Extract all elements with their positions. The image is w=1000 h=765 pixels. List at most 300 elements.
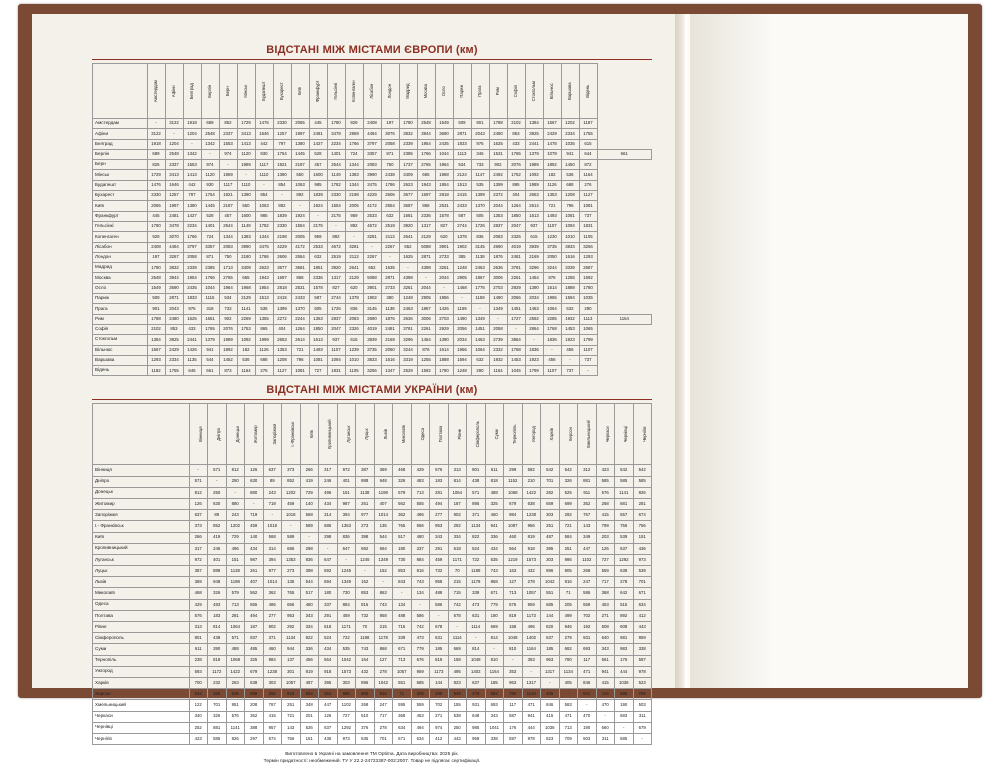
europe-row-header: Гельсінкі (93, 221, 148, 231)
europe-distance-cell: 2641 (399, 232, 417, 242)
europe-distance-cell: 457 (219, 211, 237, 221)
ukraine-distance-cell: 647 (337, 543, 356, 554)
europe-distance-cell: 1293 (147, 355, 165, 365)
europe-distance-cell: 2765 (417, 160, 435, 170)
europe-distance-cell: - (165, 129, 183, 139)
ukraine-distance-cell: 559 (578, 599, 597, 610)
europe-distance-cell: 1164 (579, 170, 597, 180)
page-left (32, 14, 688, 765)
ukraine-distance-cell: 634 (411, 733, 430, 744)
ukraine-distance-cell: 576 (430, 465, 449, 476)
ukraine-distance-cell: 407 (245, 577, 264, 588)
europe-distance-cell: 2606 (273, 252, 291, 262)
europe-distance-cell: 688 (561, 180, 579, 190)
europe-distance-cell: 892 (327, 232, 345, 242)
europe-distance-cell: 2871 (417, 252, 435, 262)
ukraine-distance-cell: 1202 (226, 521, 245, 532)
ukraine-distance-cell: 1245 (337, 566, 356, 577)
ukraine-distance-cell: 634 (393, 722, 412, 733)
ukraine-distance-cell: 250 (226, 476, 245, 487)
europe-distance-cell: 1867 (417, 304, 435, 314)
europe-distance-cell: 976 (183, 304, 201, 314)
europe-distance-cell: 3267 (165, 252, 183, 262)
ukraine-distance-cell: 678 (430, 622, 449, 633)
ukraine-row-header: Сімферополь (93, 633, 190, 644)
europe-distance-cell: 2336 (309, 273, 327, 283)
ukraine-distance-cell: 473 (411, 633, 430, 644)
europe-distance-cell: 985 (255, 211, 273, 221)
ukraine-distance-cell: 743 (374, 599, 393, 610)
europe-distance-cell: 505 (309, 304, 327, 314)
europe-distance-cell: 2047 (327, 324, 345, 334)
europe-distance-cell: 1239 (345, 345, 363, 355)
europe-distance-cell: 2083 (489, 232, 507, 242)
europe-col-header-label: Лісабон (368, 83, 374, 99)
europe-distance-cell: 2606 (381, 191, 399, 201)
europe-distance-cell: 2285 (543, 314, 561, 324)
ukraine-distance-cell: 814 (448, 476, 467, 487)
europe-distance-cell: 197 (147, 252, 165, 262)
ukraine-distance-cell: 648 (467, 711, 486, 722)
ukraine-distance-cell: 278 (615, 577, 634, 588)
europe-distance-cell: 1892 (543, 160, 561, 170)
table-row (93, 476, 652, 487)
ukraine-distance-cell: 277 (263, 610, 282, 621)
europe-distance-cell: 2864 (525, 324, 543, 334)
ukraine-distance-cell: 957 (263, 722, 282, 733)
ukraine-distance-cell: 780 (559, 655, 578, 666)
ukraine-distance-cell: 931 (578, 633, 597, 644)
ukraine-distance-cell: 470 (578, 711, 597, 722)
ukraine-row-header: Донецьк (93, 487, 190, 498)
ukraine-distance-cell: 480 (411, 532, 430, 543)
europe-distance-cell: 1876 (381, 314, 399, 324)
europe-distance-cell: 2385 (399, 149, 417, 159)
table-row (93, 119, 652, 129)
ukraine-table-body (93, 465, 652, 745)
ukraine-distance-cell: 281 (226, 610, 245, 621)
ukraine-distance-cell: 301 (282, 666, 301, 677)
europe-distance-cell: 1463 (471, 335, 489, 345)
europe-distance-cell: 1954 (417, 139, 435, 149)
europe-distance-cell: 1754 (201, 191, 219, 201)
ukraine-distance-cell: 434 (319, 498, 338, 509)
ukraine-distance-cell: 852 (282, 476, 301, 487)
europe-distance-cell: 892 (345, 221, 363, 231)
europe-distance-cell: 1135 (183, 355, 201, 365)
ukraine-distance-cell: 972 (189, 554, 208, 565)
ukraine-distance-cell: 694 (374, 543, 393, 554)
table-row (93, 232, 652, 242)
ukraine-distance-cell: 630 (245, 476, 264, 487)
ukraine-distance-cell: 190 (578, 722, 597, 733)
europe-distance-cell: 1248 (453, 263, 471, 273)
ukraine-distance-cell: 1172 (208, 666, 227, 677)
europe-distance-cell: 632 (471, 355, 489, 365)
europe-distance-cell: 2408 (363, 119, 381, 129)
ukraine-distance-cell: 485 (245, 644, 264, 655)
ukraine-distance-cell: 868 (374, 644, 393, 655)
europe-distance-cell: 2533 (363, 211, 381, 221)
europe-distance-cell: 1187 (579, 119, 597, 129)
europe-distance-cell: 1567 (543, 119, 561, 129)
ukraine-distance-cell: - (393, 588, 412, 599)
europe-distance-cell: 1390 (273, 170, 291, 180)
europe-distance-cell: 1454 (525, 273, 543, 283)
ukraine-distance-cell: 972 (337, 465, 356, 476)
europe-distance-cell: 1729 (147, 170, 165, 180)
europe-distance-cell: 3478 (165, 221, 183, 231)
table-row (93, 273, 652, 283)
ukraine-distance-cell: 140 (300, 498, 319, 509)
ukraine-distance-cell: 89 (208, 510, 227, 521)
ukraine-distance-cell: 618 (319, 622, 338, 633)
europe-distance-cell: 1867 (471, 273, 489, 283)
ukraine-col-header (226, 404, 245, 465)
table-row (93, 543, 652, 554)
ukraine-distance-cell: 251 (319, 689, 338, 700)
ukraine-distance-cell: 637 (615, 543, 634, 554)
europe-distance-cell: 1964 (435, 160, 453, 170)
europe-distance-cell: 1625 (183, 314, 201, 324)
ukraine-col-header-label: Кропивницький (326, 419, 332, 450)
europe-distance-cell: 1159 (453, 304, 471, 314)
europe-distance-cell: 1918 (147, 139, 165, 149)
ukraine-distance-cell: 1422 (226, 666, 245, 677)
ukraine-distance-cell: 503 (578, 733, 597, 744)
ukraine-distance-cell: 579 (393, 487, 412, 498)
ukraine-distance-cell: 911 (578, 487, 597, 498)
europe-distance-cell: 3735 (363, 345, 381, 355)
ukraine-distance-cell: 1173 (522, 610, 541, 621)
europe-distance-cell: 3925 (165, 335, 183, 345)
europe-distance-cell: 1380 (291, 139, 309, 149)
europe-distance-cell: 1255 (417, 355, 435, 365)
ukraine-distance-cell: 459 (245, 521, 264, 532)
europe-distance-cell: 1613 (525, 211, 543, 221)
europe-distance-cell: 2463 (471, 263, 489, 273)
europe-distance-cell: 2336 (417, 211, 435, 221)
table-row (93, 700, 652, 711)
europe-distance-cell: 1697 (273, 273, 291, 283)
europe-distance-cell: 1554 (291, 221, 309, 231)
europe-distance-cell: 3409 (399, 170, 417, 180)
europe-distance-cell: 1370 (291, 304, 309, 314)
ukraine-distance-cell: 585 (596, 476, 615, 487)
europe-distance-cell: 1347 (381, 366, 399, 376)
ukraine-col-header-label: Луганськ (345, 425, 351, 443)
europe-distance-cell: 1924 (309, 201, 327, 211)
ukraine-distance-cell: 853 (393, 566, 412, 577)
europe-distance-cell: 2083 (363, 160, 381, 170)
ukraine-distance-cell: 1134 (522, 689, 541, 700)
ukraine-col-header-label: Чернігів (641, 426, 647, 443)
ukraine-distance-cell: 298 (300, 543, 319, 554)
table-row (93, 366, 652, 376)
europe-distance-cell: 724 (201, 232, 219, 242)
ukraine-distance-cell: 701 (208, 700, 227, 711)
ukraine-distance-cell: 144 (430, 677, 449, 688)
europe-distance-cell: 1681 (399, 211, 417, 221)
ukraine-distance-cell: 1134 (559, 666, 578, 677)
ukraine-col-header-label: Чернівці (622, 426, 628, 443)
europe-distance-cell: 1094 (561, 221, 579, 231)
ukraine-distance-cell: 488 (430, 588, 449, 599)
europe-distance-cell: 1401 (327, 149, 345, 159)
ukraine-distance-cell: 896 (541, 566, 560, 577)
ukraine-col-header-label: Запоріжжя (271, 424, 277, 445)
europe-distance-cell: 1035 (579, 294, 597, 304)
ukraine-distance-cell: 674 (633, 510, 652, 521)
ukraine-distance-cell: 713 (226, 599, 245, 610)
europe-row-header: Варшава (93, 355, 148, 365)
europe-distance-cell: 724 (345, 149, 363, 159)
europe-distance-cell: 1918 (183, 119, 201, 129)
europe-distance-cell: 1092 (237, 335, 255, 345)
ukraine-distance-cell: 432 (356, 666, 375, 677)
ukraine-distance-cell: 387 (189, 566, 208, 577)
europe-distance-cell: 2529 (399, 366, 417, 376)
europe-distance-cell: 1989 (237, 160, 255, 170)
europe-distance-cell: 2339 (183, 263, 201, 273)
europe-distance-cell: 2058 (183, 252, 201, 262)
europe-distance-cell: 1349 (471, 314, 489, 324)
ukraine-distance-cell: 551 (393, 677, 412, 688)
ukraine-distance-cell: - (522, 666, 541, 677)
europe-distance-cell: 4672 (363, 221, 381, 231)
table-row (93, 345, 652, 355)
ukraine-distance-cell: 279 (467, 689, 486, 700)
europe-distance-cell: 182 (237, 345, 255, 355)
europe-distance-cell: 1476 (255, 119, 273, 129)
ukraine-distance-cell: 70 (448, 566, 467, 577)
ukraine-distance-cell: 429 (411, 465, 430, 476)
europe-distance-cell: 2334 (165, 355, 183, 365)
ukraine-distance-cell: 902 (263, 622, 282, 633)
ukraine-distance-cell: 985 (467, 722, 486, 733)
europe-col-header-label: Київ (296, 86, 302, 96)
ukraine-distance-cell: - (578, 700, 597, 711)
ukraine-distance-cell: 571 (467, 487, 486, 498)
europe-distance-cell: 4229 (363, 191, 381, 201)
ukraine-col-header (522, 404, 541, 465)
europe-distance-cell: 1401 (201, 221, 219, 231)
ukraine-distance-cell: 610 (356, 711, 375, 722)
europe-distance-cell: 1164 (237, 366, 255, 376)
europe-col-header (309, 64, 327, 119)
ukraine-distance-cell: 810 (485, 655, 504, 666)
ukraine-distance-cell: 571 (189, 476, 208, 487)
ukraine-distance-cell: 916 (374, 689, 393, 700)
europe-col-header (579, 64, 597, 119)
ukraine-distance-cell: 587 (504, 711, 523, 722)
europe-distance-cell: 4172 (291, 242, 309, 252)
ukraine-distance-cell: 819 (300, 666, 319, 677)
ukraine-distance-cell: 515 (615, 599, 634, 610)
europe-distance-cell: 1968 (435, 170, 453, 180)
ukraine-distance-cell: 1188 (356, 633, 375, 644)
ukraine-row-header: Кропивницький (93, 543, 190, 554)
europe-distance-cell: 2065 (291, 119, 309, 129)
europe-distance-cell: 1786 (381, 180, 399, 190)
europe-distance-cell: 4019 (507, 242, 525, 252)
europe-distance-cell: 2544 (219, 221, 237, 231)
europe-distance-cell: 1768 (507, 345, 525, 355)
table-row (93, 498, 652, 509)
europe-distance-cell: 1390 (525, 283, 543, 293)
europe-distance-cell: 3475 (363, 180, 381, 190)
europe-col-header (201, 64, 219, 119)
ukraine-distance-cell: 415 (541, 711, 560, 722)
europe-distance-cell: 2480 (165, 314, 183, 324)
europe-distance-cell: 505 (471, 211, 489, 221)
ukraine-distance-cell: 185 (541, 644, 560, 655)
europe-distance-cell: 1107 (327, 345, 345, 355)
ukraine-distance-cell: 210 (522, 476, 541, 487)
europe-col-header-label: Афіни (170, 85, 176, 97)
europe-distance-cell: 2441 (183, 335, 201, 345)
ukraine-distance-cell: 539 (615, 532, 634, 543)
ukraine-distance-cell: 291 (319, 610, 338, 621)
europe-distance-cell: 2837 (327, 314, 345, 324)
europe-col-header-label: Будапешт (260, 81, 266, 101)
ukraine-distance-cell: 611 (189, 644, 208, 655)
europe-distance-cell: - (255, 180, 273, 190)
ukraine-distance-cell: 822 (300, 633, 319, 644)
ukraine-distance-cell: 278 (374, 722, 393, 733)
europe-distance-cell: 1202 (561, 119, 579, 129)
ukraine-distance-cell: 555 (245, 599, 264, 610)
ukraine-distance-cell: 576 (596, 487, 615, 498)
europe-distance-cell: - (381, 252, 399, 262)
ukraine-distance-cell: 732 (430, 566, 449, 577)
europe-col-header (327, 64, 345, 119)
ukraine-distance-cell: 853 (356, 588, 375, 599)
europe-distance-cell: 737 (579, 355, 597, 365)
europe-distance-cell: 535 (255, 304, 273, 314)
europe-distance-cell: 2548 (417, 119, 435, 129)
europe-distance-cell: 1726 (471, 221, 489, 231)
ukraine-distance-cell: 471 (559, 711, 578, 722)
ukraine-distance-cell: 155 (448, 700, 467, 711)
europe-distance-cell: 1257 (165, 191, 183, 201)
ukraine-distance-cell: 1198 (374, 487, 393, 498)
ukraine-distance-cell: - (319, 543, 338, 554)
ukraine-col-header (300, 404, 319, 465)
europe-distance-cell: 959 (309, 232, 327, 242)
europe-distance-cell: 872 (579, 160, 597, 170)
europe-distance-cell: 2438 (381, 170, 399, 180)
europe-distance-cell: 2047 (507, 221, 525, 231)
europe-distance-cell: 2330 (147, 191, 165, 201)
europe-distance-cell: 737 (579, 211, 597, 221)
europe-distance-cell: 959 (345, 211, 363, 221)
europe-distance-cell: 876 (417, 345, 435, 355)
ukraine-distance-cell: 291 (430, 543, 449, 554)
ukraine-distance-cell: 630 (208, 498, 227, 509)
table-row (93, 554, 652, 565)
ukraine-distance-cell: 164 (356, 655, 375, 666)
ukraine-distance-cell: 495 (522, 622, 541, 633)
europe-distance-cell: 385 (453, 252, 471, 262)
ukraine-distance-cell: 292 (263, 689, 282, 700)
europe-distance-cell: 689 (147, 149, 165, 159)
europe-row-header: Белград (93, 139, 148, 149)
ukraine-distance-cell: 559 (596, 566, 615, 577)
europe-distance-cell: 644 (579, 149, 597, 159)
europe-distance-cell: 2044 (435, 273, 453, 283)
ukraine-distance-cell: 987 (245, 554, 264, 565)
europe-distance-cell: 1264 (507, 201, 525, 211)
ukraine-col-header-label: Львів (382, 429, 388, 440)
ukraine-distance-cell: 721 (559, 521, 578, 532)
europe-row-header: Мадрид (93, 263, 148, 273)
europe-distance-cell: - (345, 232, 363, 242)
ukraine-distance-cell: 671 (485, 588, 504, 599)
ukraine-distance-cell: 494 (411, 722, 430, 733)
ukraine-col-header (319, 404, 338, 465)
europe-distance-cell: 3122 (147, 129, 165, 139)
ukraine-distance-cell: 767 (263, 700, 282, 711)
ukraine-distance-cell: 948 (374, 476, 393, 487)
ukraine-distance-cell: 863 (374, 588, 393, 599)
europe-distance-cell: 2337 (219, 129, 237, 139)
europe-distance-cell: 2533 (309, 242, 327, 252)
ukraine-distance-cell: 719 (263, 498, 282, 509)
ukraine-distance-cell: 250 (208, 487, 227, 498)
europe-distance-cell: 1755 (165, 366, 183, 376)
europe-distance-cell: 1989 (525, 180, 543, 190)
europe-distance-cell: 3920 (399, 221, 417, 231)
europe-distance-cell: 1452 (219, 355, 237, 365)
ukraine-distance-cell: 368 (596, 588, 615, 599)
europe-distance-cell: 2330 (327, 191, 345, 201)
europe-distance-cell: 1799 (525, 366, 543, 376)
ukraine-distance-cell: 158 (448, 655, 467, 666)
ukraine-distance-cell: 579 (226, 588, 245, 599)
europe-distance-cell: 853 (507, 129, 525, 139)
ukraine-distance-cell: 715 (393, 622, 412, 633)
ukraine-distance-cell: 135 (374, 521, 393, 532)
ukraine-distance-cell: 1102 (578, 554, 597, 565)
europe-distance-cell: - (291, 201, 309, 211)
footer-note (92, 751, 652, 765)
ukraine-col-header (615, 404, 634, 465)
europe-distance-cell: 404 (507, 191, 525, 201)
europe-col-header-label: Стокгольм (530, 80, 536, 102)
europe-distance-cell: 3281 (363, 232, 381, 242)
europe-distance-cell: 1044 (435, 149, 453, 159)
ukraine-distance-cell: 1164 (485, 666, 504, 677)
europe-col-header (219, 64, 237, 119)
ukraine-distance-cell: 846 (541, 700, 560, 711)
europe-distance-cell: 3920 (327, 263, 345, 273)
table-row (93, 180, 652, 190)
ukraine-distance-cell: 1057 (282, 677, 301, 688)
ukraine-distance-cell: 544 (300, 577, 319, 588)
ukraine-distance-cell: 584 (300, 689, 319, 700)
ukraine-distance-cell: 486 (411, 510, 430, 521)
europe-distance-cell: 3122 (165, 119, 183, 129)
ukraine-distance-cell: 1317 (522, 677, 541, 688)
europe-distance-cell: 620 (345, 283, 363, 293)
europe-row-header: Осло (93, 283, 148, 293)
ukraine-distance-cell: 524 (319, 633, 338, 644)
ukraine-distance-cell: - (411, 599, 430, 610)
europe-distance-cell: 854 (273, 180, 291, 190)
ukraine-distance-cell: 973 (337, 733, 356, 744)
europe-distance-cell: 2129 (417, 232, 435, 242)
